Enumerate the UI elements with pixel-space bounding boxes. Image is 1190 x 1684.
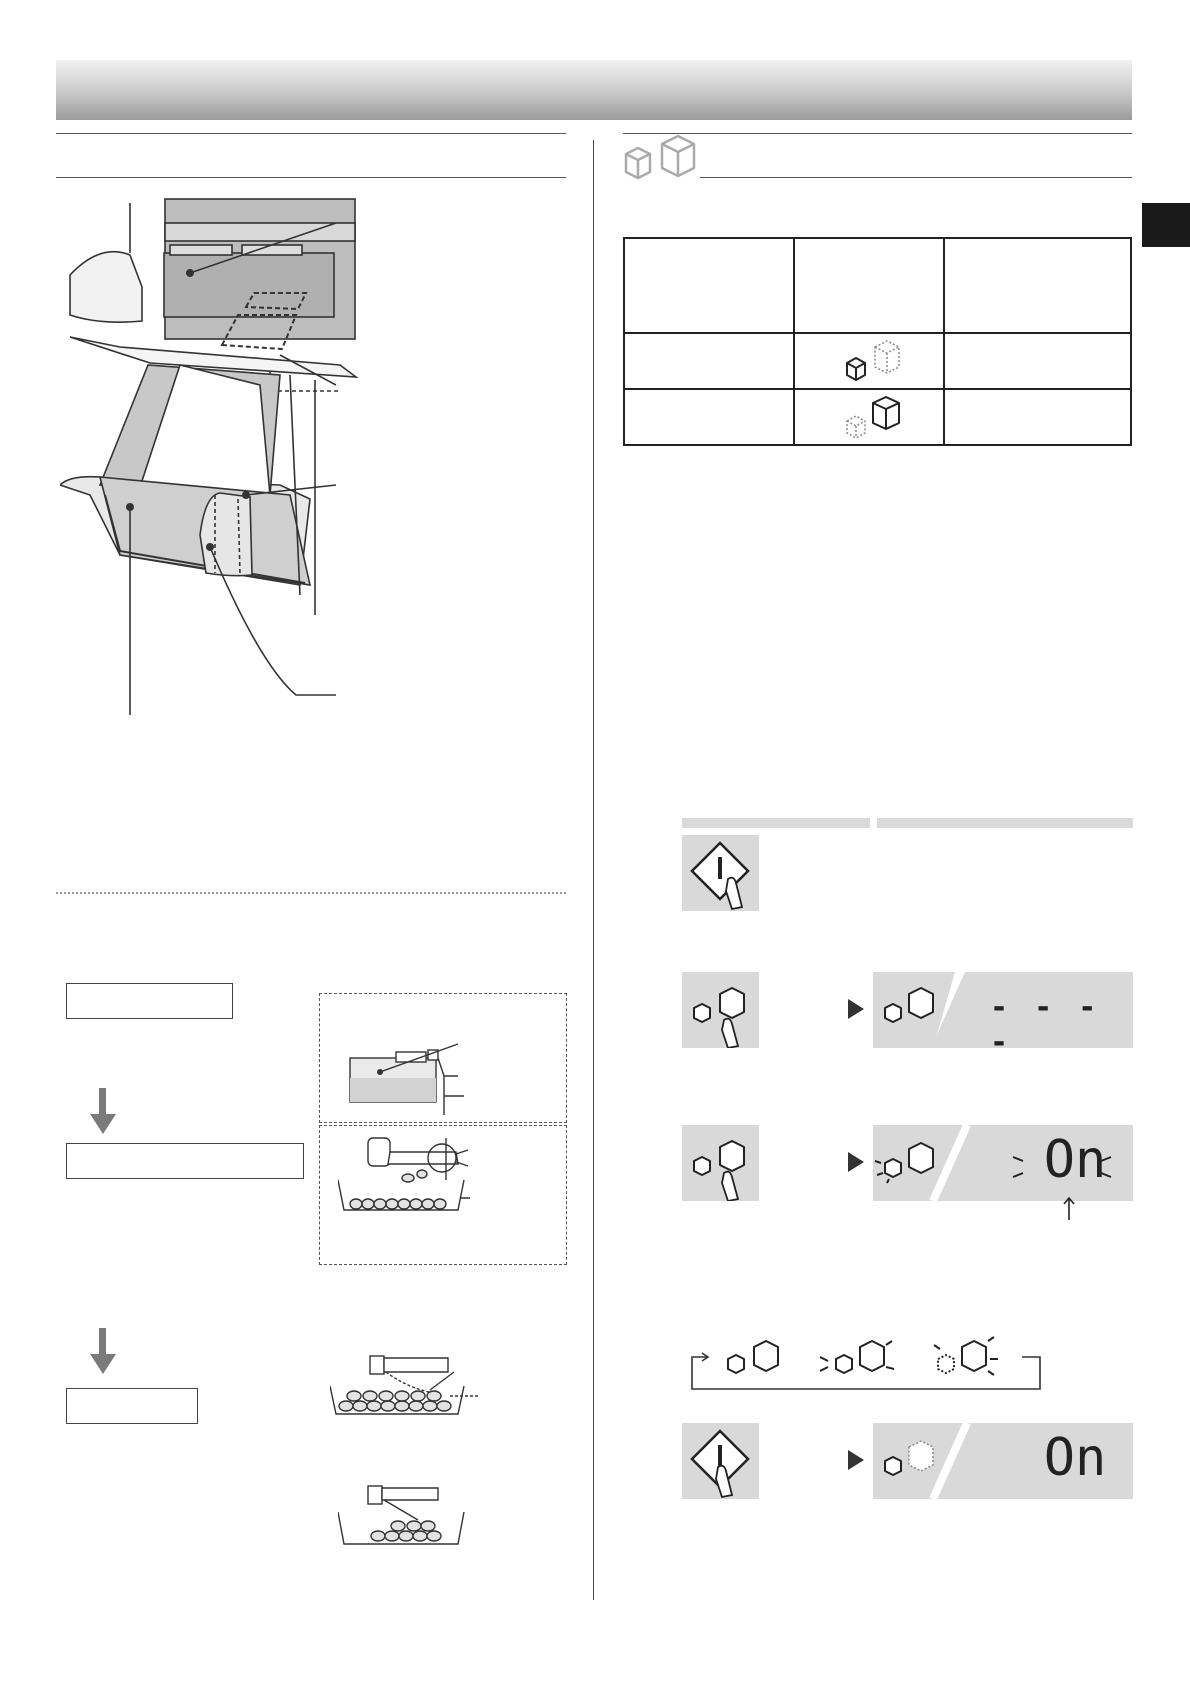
left-column-top-rule: [56, 133, 566, 134]
operation-header-bar-right: [877, 818, 1133, 828]
table-cell: [944, 238, 1131, 333]
table-cell: [794, 238, 944, 333]
table-cell: [624, 238, 794, 333]
header-band: [56, 60, 1132, 120]
ice-cubes-icon: [622, 132, 712, 190]
flow-arrow-2-head: [90, 1354, 116, 1374]
ice-maker-diagram: [338, 1130, 488, 1225]
power-button-panel-final[interactable]: [682, 1423, 759, 1499]
ice-level-low-diagram: [338, 1480, 468, 1550]
table-row: [624, 238, 1131, 333]
ice-drawer-illustration: [60, 195, 360, 765]
flow-arrow-1-head: [90, 1114, 116, 1134]
table-cell-icon: [794, 389, 944, 445]
display-readout-final: On: [1043, 1428, 1107, 1488]
pointer-up-arrow: [1062, 1196, 1076, 1220]
ice-mode-cycle-diagram: [686, 1335, 1046, 1395]
power-touch-icon: [682, 835, 759, 911]
flow-step-3-box: [66, 1388, 198, 1424]
table-cell: [944, 333, 1131, 389]
ice-large-selected-icon: [829, 393, 909, 439]
column-divider: [593, 140, 594, 1600]
power-button-panel[interactable]: [682, 835, 759, 911]
operation-header-bar-left: [682, 818, 870, 828]
side-tab: [1142, 203, 1190, 247]
water-tank-diagram: [340, 1040, 470, 1115]
section-dotted-divider: [56, 892, 566, 894]
table-cell: [944, 389, 1131, 445]
ice-button-panel-2[interactable]: [682, 1125, 759, 1201]
display-readout-on: On: [1043, 1130, 1107, 1190]
flow-arrow-1-stem: [99, 1088, 106, 1114]
power-touch-icon: [682, 1423, 759, 1499]
ice-mode-table: [623, 237, 1132, 446]
table-cell-icon: [794, 333, 944, 389]
ice-level-full-diagram: [330, 1350, 480, 1420]
ice-button-panel-1[interactable]: [682, 972, 759, 1048]
flow-step-2-box: [66, 1143, 304, 1179]
ice-small-selected-icon: [829, 337, 909, 383]
left-column-heading-rule: [56, 177, 566, 178]
table-cell: [624, 333, 794, 389]
right-column-heading-rule: [700, 177, 1132, 178]
next-arrow: [848, 1152, 864, 1172]
table-cell: [624, 389, 794, 445]
ice-cube-touch-icon: [682, 1125, 759, 1201]
ice-cube-touch-icon: [682, 972, 759, 1048]
table-row: [624, 389, 1131, 445]
display-readout-blank: - - - -: [990, 990, 1101, 1060]
next-arrow: [848, 999, 864, 1019]
table-row: [624, 333, 1131, 389]
flow-arrow-2-stem: [99, 1328, 106, 1354]
next-arrow: [848, 1450, 864, 1470]
flow-step-1-box: [66, 983, 233, 1019]
